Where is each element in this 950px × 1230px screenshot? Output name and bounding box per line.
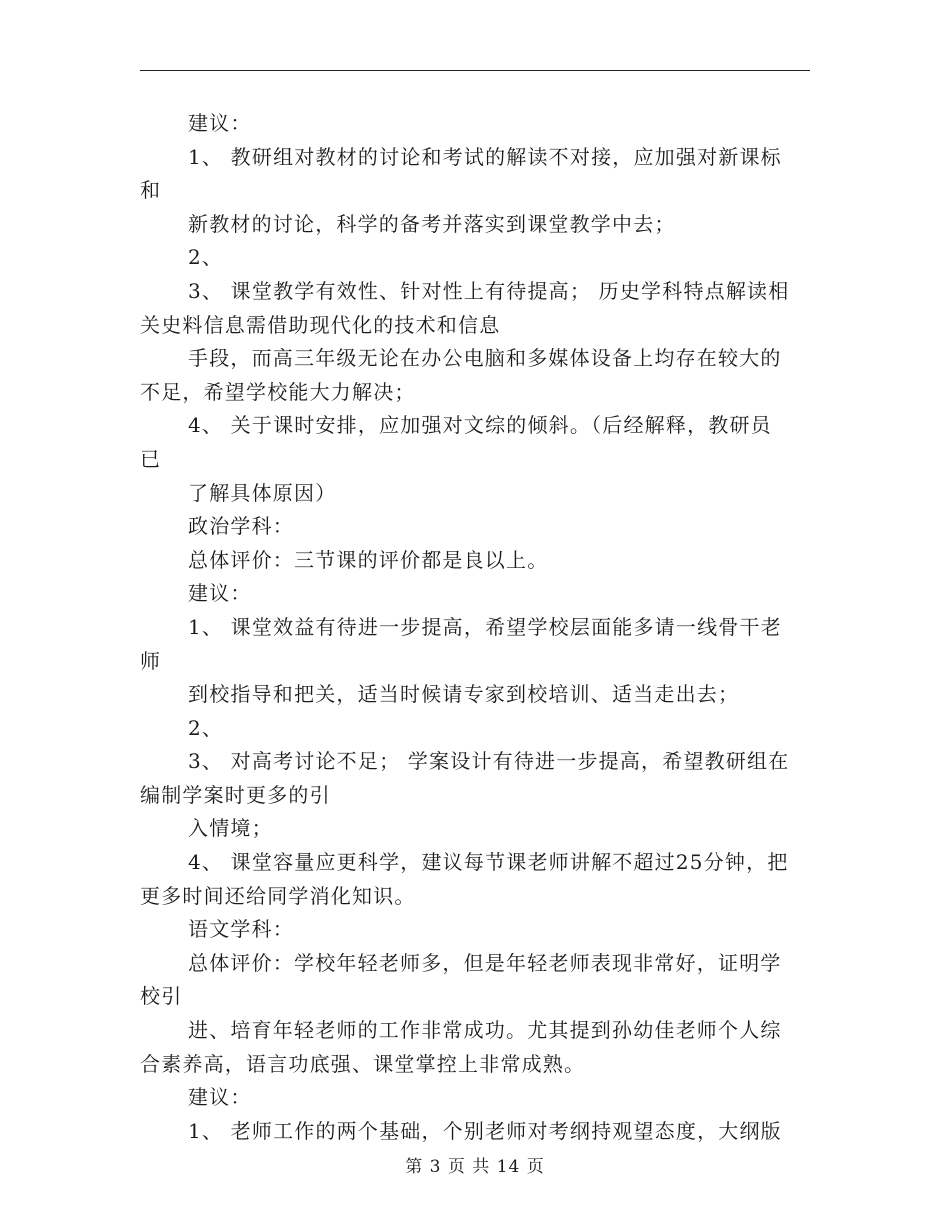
text-line: 合素养高，语言功底强、课堂掌控上非常成熟。 — [140, 1051, 586, 1076]
text-line: 1、 教研组对教材的讨论和考试的解读不对接，应加强对新课标 — [188, 144, 782, 169]
text-line: 手段，而高三年级无论在办公电脑和多媒体设备上均存在较大的 — [188, 346, 782, 371]
text-line: 已 — [140, 446, 162, 471]
text-line: 关史料信息需借助现代化的技术和信息 — [140, 312, 501, 337]
text-line: 4、 关于课时安排，应加强对文综的倾斜。（后经解释，教研员 — [188, 413, 772, 438]
text-line: 3、 对高考讨论不足； 学案设计有待进一步提高，希望教研组在 — [188, 749, 790, 774]
text-line: 了解具体原因） — [188, 480, 337, 505]
text-line: 总体评价：学校年轻老师多，但是年轻老师表现非常好，证明学 — [188, 950, 782, 975]
text-line: 不足，希望学校能大力解决； — [140, 379, 416, 404]
text-line: 更多时间还给同学消化知识。 — [140, 883, 416, 908]
text-line: 1、 课堂效益有待进一步提高，希望学校层面能多请一线骨干老 — [188, 614, 782, 639]
text-line: 建议： — [188, 1085, 252, 1110]
text-line: 建议： — [188, 111, 252, 135]
text-line: 校引 — [140, 984, 183, 1009]
document-body — [140, 107, 812, 1148]
page-footer: 第 3 页 共 14 页 — [405, 1157, 545, 1177]
text-line: 建议： — [188, 581, 252, 606]
text-line: 新教材的讨论，科学的备考并落实到课堂教学中去； — [188, 211, 676, 236]
header-rule — [140, 70, 810, 71]
text-line: 总体评价：三节课的评价都是良以上。 — [188, 547, 549, 572]
text-line: 政治学科： — [188, 514, 294, 539]
text-line: 编制学案时更多的引 — [140, 782, 331, 807]
text-line: 2、 — [188, 245, 224, 270]
text-line: 3、 课堂教学有效性、针对性上有待提高； 历史学科特点解读相 — [188, 278, 790, 303]
text-line: 1、 老师工作的两个基础，个别老师对考纲持观望态度，大纲版 — [188, 1118, 782, 1143]
text-line: 入情境； — [188, 816, 273, 841]
text-line: 到校指导和把关，适当时候请专家到校培训、适当走出去； — [188, 682, 740, 707]
text-line: 语文学科： — [188, 917, 294, 942]
text-line: 和 — [140, 178, 162, 203]
text-line: 师 — [140, 648, 162, 673]
text-line: 进、培育年轻老师的工作非常成功。尤其提到孙幼佳老师个人综 — [188, 1018, 782, 1043]
text-line: 2、 — [188, 715, 224, 740]
text-line: 4、 课堂容量应更科学，建议每节课老师讲解不超过25分钟，把 — [188, 850, 789, 875]
